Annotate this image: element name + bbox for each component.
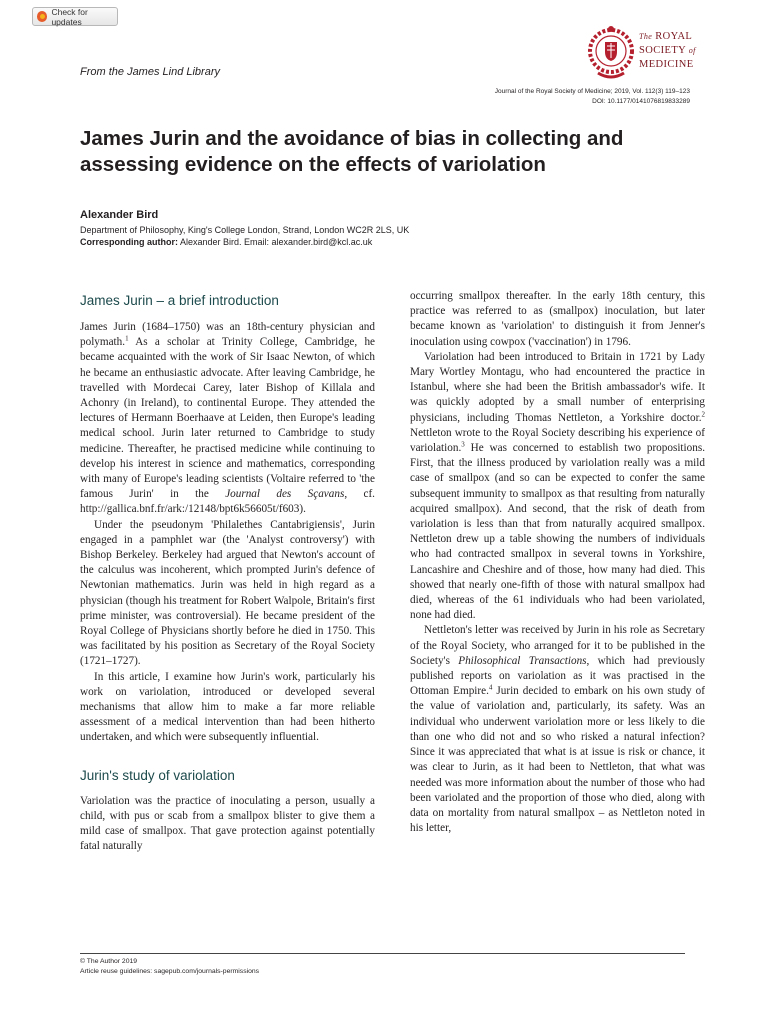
- society-name-line1: ROYAL: [655, 31, 693, 42]
- society-name-line2: SOCIETY: [639, 45, 686, 56]
- text-run: , cf. http://gallica.bnf.fr/ark:/12148/bpt6k56605t/f603).: [80, 488, 375, 516]
- corresponding-text: Alexander Bird. Email: alexander.bird@kcl.ac.uk: [178, 237, 373, 247]
- reference-1[interactable]: 1: [125, 334, 129, 343]
- journal-name: Philosophical Transactions: [458, 654, 587, 667]
- text-run: He was concerned to establish two propositions. First, that the illness produced by variolation really was a mild case of smallpox (and so can be expected to confer the same subsequent immunity to smallpox as that resulting from naturally acquired smallpox). And second, that the risk of death from variolation is less than that from naturally acquired smallpox. Nettleton drew up a table showing the numbers of individuals who had contracted smallpox in several towns in Yorkshire, Lancashire and Cheshire and of those, how many had died. This showed that nearly one-fifth of those with natural smallpox had died, whereas of the 61 individuals who had been variolated, none had died.: [410, 442, 705, 622]
- copyright-notice: © The Author 2019: [80, 958, 138, 965]
- text-run: As a scholar at Trinity College, Cambridge, he became acquainted with the work of Sir Isaac Newton, of which he became an enthusiastic advocate. After leaving Cambridge, he travelled with Mordecai Carey, later Bishop of Killala and Achonry (in Ireland), to continental Europe. They attended the lectures of Hermann Boerhaave at Leiden, then Europe's leading medical school. Jurin later returned to Cambridge to study medicine. Thereafter, he practised medicine while continuing to develop his interest in science and mathematics, corresponding with many of Europe's leading scientists (Voltaire referred to 'the famous Jurin' in the: [80, 336, 375, 501]
- text-run: Nettleton's letter was received by Jurin in his role as Secretary of the Royal Society, who arranged for it to be published in the Society's: [410, 624, 705, 667]
- society-name-suffix: of: [688, 46, 696, 55]
- footer-divider: [80, 953, 685, 954]
- section-label: From the James Lind Library: [80, 66, 220, 78]
- paragraph-intro-2: Under the pseudonym 'Philalethes Cantabrigiensis', Jurin engaged in a pamphlet war (the 'Analyst controversy') with Bishop Berkeley. Berkeley had argued that Newton's account of the calculus was incoherent, which prompted Jurin's defence of Newtonian mathematics. Jurin was held in high regard as a physician (though his treatment for Robert Walpole, Britain's first prime minister, was controversial). He became president of the Royal College of Physicians shortly before he died in 1750. This was facilitated by his position as Secretary of the Royal Society (1721–1727).: [80, 518, 375, 668]
- left-column: [80, 292, 375, 855]
- society-name: [639, 30, 696, 72]
- right-column: [410, 289, 705, 836]
- citation-line: Journal of the Royal Society of Medicine; 2019, Vol. 112(3) 119–123: [494, 88, 690, 95]
- section-heading-study: Jurin's study of variolation: [80, 767, 235, 783]
- paragraph-study-3: [410, 623, 705, 836]
- journal-citation: [495, 87, 690, 107]
- crossmark-icon: [37, 11, 47, 22]
- text-run: , which had previously published reports on variolation as it was practised in the Ottoman Empire.: [410, 654, 705, 698]
- society-name-prefix: The: [639, 32, 653, 41]
- reference-3[interactable]: 3: [461, 440, 465, 449]
- doi-line[interactable]: DOI: 10.1177/0141076819833289: [592, 98, 690, 105]
- reuse-guidelines: Article reuse guidelines: sagepub.com/journals-permissions: [80, 968, 260, 975]
- paragraph-study-1: Variolation was the practice of inoculating a person, usually a child, with pus or scab from a smallpox blister to give them a mild case of smallpox. That gave protection against potentially fatal naturally: [80, 794, 375, 853]
- journal-name: Journal des Sçavans: [225, 488, 345, 501]
- author-affiliation-block: [80, 224, 409, 248]
- rsm-crest-icon: [588, 24, 634, 82]
- section-heading-intro: James Jurin – a brief introduction: [80, 293, 279, 308]
- text-run: Jurin decided to embark on his own study of the value of variolation and, particularly, its safety. Was an individual who underwent variolation more or less likely to die than one who did not and so who risked a natural infection? Since it was appreciated that what is at issue is risk or chance, it was clear to Jurin, as it had been to Nettleton, that what was needed was more information about the number of those who had been variolated and the proportion of those who died, along with data on mortality from natural smallpox – as Nettleton noted in his letter,: [410, 685, 705, 835]
- check-for-updates-label: Check for updates: [51, 6, 88, 27]
- reference-4[interactable]: 4: [488, 683, 493, 692]
- article-title: James Jurin and the avoidance of bias in collecting and assessing evidence on the effects of variolation: [80, 127, 624, 176]
- paragraph-study-1-cont: occurring smallpox thereafter. In the early 18th century, this practice was referred to as (smallpox) inoculation, but later became known as 'variolation' to distinguish it from Jenner's inoculation using cowpox ('vaccination') in 1796.: [410, 290, 705, 348]
- footer: [80, 957, 259, 977]
- check-for-updates-badge[interactable]: [32, 7, 118, 26]
- text-run: James Jurin (1684–1750) was an 18th-century physician and polymath.: [80, 321, 375, 349]
- affiliation: Department of Philosophy, King's College London, Strand, London WC2R 2LS, UK: [80, 225, 410, 235]
- text-run: Nettleton wrote to the Royal Society describing his experience of variolation.: [410, 426, 705, 455]
- corresponding-label: Corresponding author:: [80, 237, 178, 247]
- author-name: Alexander Bird: [80, 209, 159, 221]
- text-run: Variolation had been introduced to Britain in 1721 by Lady Mary Wortley Montagu, who had encountered the practice in Istanbul, where she had been the British ambassador's wife. It was quickly adopted by a small number of enterprising physicians, including Thomas Nettleton, a Yorkshire doctor.: [410, 350, 705, 424]
- paragraph-intro-1: [80, 320, 375, 518]
- corresponding-author: [80, 236, 409, 248]
- society-name-line3: MEDICINE: [639, 59, 694, 70]
- paragraph-study-2: [410, 350, 705, 624]
- reference-2[interactable]: 2: [701, 409, 705, 418]
- paragraph-intro-3: In this article, I examine how Jurin's work, particularly his work on variolation, introduced or developed several mechanisms that allow him to make a far more reliable assessment of a medical intervention than had been hitherto undertaken, and which were subsequently influential.: [80, 670, 375, 744]
